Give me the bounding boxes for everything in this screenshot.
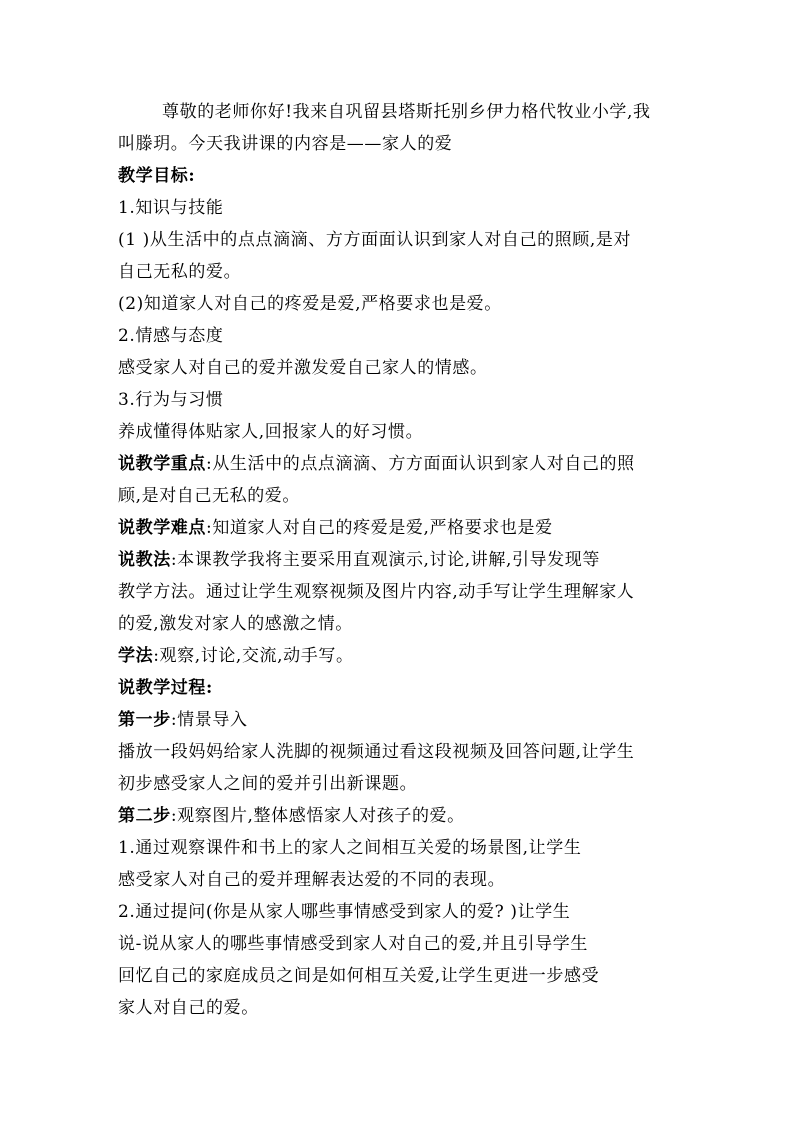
difficulty-line bbox=[118, 512, 683, 544]
objective-1-item-1-line-2: 自己无私的爱。 bbox=[118, 262, 242, 282]
method-line-2: 教学方法。通过让学生观察视频及图片内容,动手写让学生理解家人 bbox=[118, 582, 635, 602]
method-text: :本课教学我将主要采用直观演示,讨论,讲解,引导发现等 bbox=[170, 550, 600, 570]
process-heading: 说教学过程: bbox=[118, 678, 213, 698]
objective-1-item-2: (2)知道家人对自己的疼爱是爱,严格要求也是爱。 bbox=[118, 294, 502, 314]
study-method-text: :观察,讨论,交流,动手写。 bbox=[153, 646, 354, 666]
method-label: 说教法 bbox=[118, 550, 171, 570]
step-1-desc-line-1: 播放一段妈妈给家人洗脚的视频通过看这段视频及回答问题,让学生 bbox=[118, 742, 635, 762]
step-1-line bbox=[118, 704, 683, 736]
key-point-line-2: 顾,是对自己无私的爱。 bbox=[118, 486, 301, 506]
document-page bbox=[118, 96, 683, 1024]
step-2-text: :观察图片,整体感悟家人对孩子的爱。 bbox=[170, 806, 465, 826]
objective-2-title: 2.情感与态度 bbox=[118, 326, 224, 346]
objective-3-title: 3.行为与习惯 bbox=[118, 390, 224, 410]
step-1-label: 第一步 bbox=[118, 710, 171, 730]
study-method-line bbox=[118, 640, 683, 672]
study-method-label: 学法 bbox=[118, 646, 154, 666]
step-1-text: :情景导入 bbox=[170, 710, 248, 730]
step-2-item-1-line-2: 感受家人对自己的爱并理解表达爱的不同的表现。 bbox=[118, 870, 506, 890]
key-point-label: 说教学重点 bbox=[118, 454, 206, 474]
objective-2-text: 感受家人对自己的爱并激发爱自己家人的情感。 bbox=[118, 358, 488, 378]
step-2-item-1-line-1: 1.通过观察课件和书上的家人之间相互关爱的场景图,让学生 bbox=[118, 838, 582, 858]
difficulty-label: 说教学难点 bbox=[118, 518, 206, 538]
step-2-line bbox=[118, 800, 683, 832]
step-2-item-2-line-3: 回忆自己的家庭成员之间是如何相互关爱,让学生更进一步感受 bbox=[118, 966, 600, 986]
objectives-heading: 教学目标: bbox=[118, 166, 196, 186]
step-2-label: 第二步 bbox=[118, 806, 171, 826]
method-line-3: 的爱,激发对家人的感激之情。 bbox=[118, 614, 353, 634]
difficulty-text: :知道家人对自己的疼爱是爱,严格要求也是爱 bbox=[206, 518, 553, 538]
step-1-desc-line-2: 初步感受家人之间的爱并引出新课题。 bbox=[118, 774, 418, 794]
objective-3-text: 养成懂得体贴家人,回报家人的好习惯。 bbox=[118, 422, 424, 442]
step-2-item-2-line-1: 2.通过提问(你是从家人哪些事情感受到家人的爱? )让学生 bbox=[118, 902, 571, 922]
key-point-text: :从生活中的点点滴滴、方方面面认识到家人对自己的照 bbox=[206, 454, 635, 474]
intro-line-2: 叫滕玥。今天我讲课的内容是——家人的爱 bbox=[118, 134, 453, 154]
step-2-item-2-line-2: 说-说从家人的哪些事情感受到家人对自己的爱,并且引导学生 bbox=[118, 934, 588, 954]
objective-1-title: 1.知识与技能 bbox=[118, 198, 224, 218]
intro-line-1: 尊敬的老师你好!我来自巩留县塔斯托别乡伊力格代牧业小学,我 bbox=[162, 102, 651, 122]
key-point-line-1 bbox=[118, 448, 683, 480]
step-2-item-2-line-4: 家人对自己的爱。 bbox=[118, 998, 259, 1018]
objective-1-item-1-line-1: (1 )从生活中的点点滴滴、方方面面认识到家人对自己的照顾,是对 bbox=[118, 230, 632, 250]
method-line-1 bbox=[118, 544, 683, 576]
